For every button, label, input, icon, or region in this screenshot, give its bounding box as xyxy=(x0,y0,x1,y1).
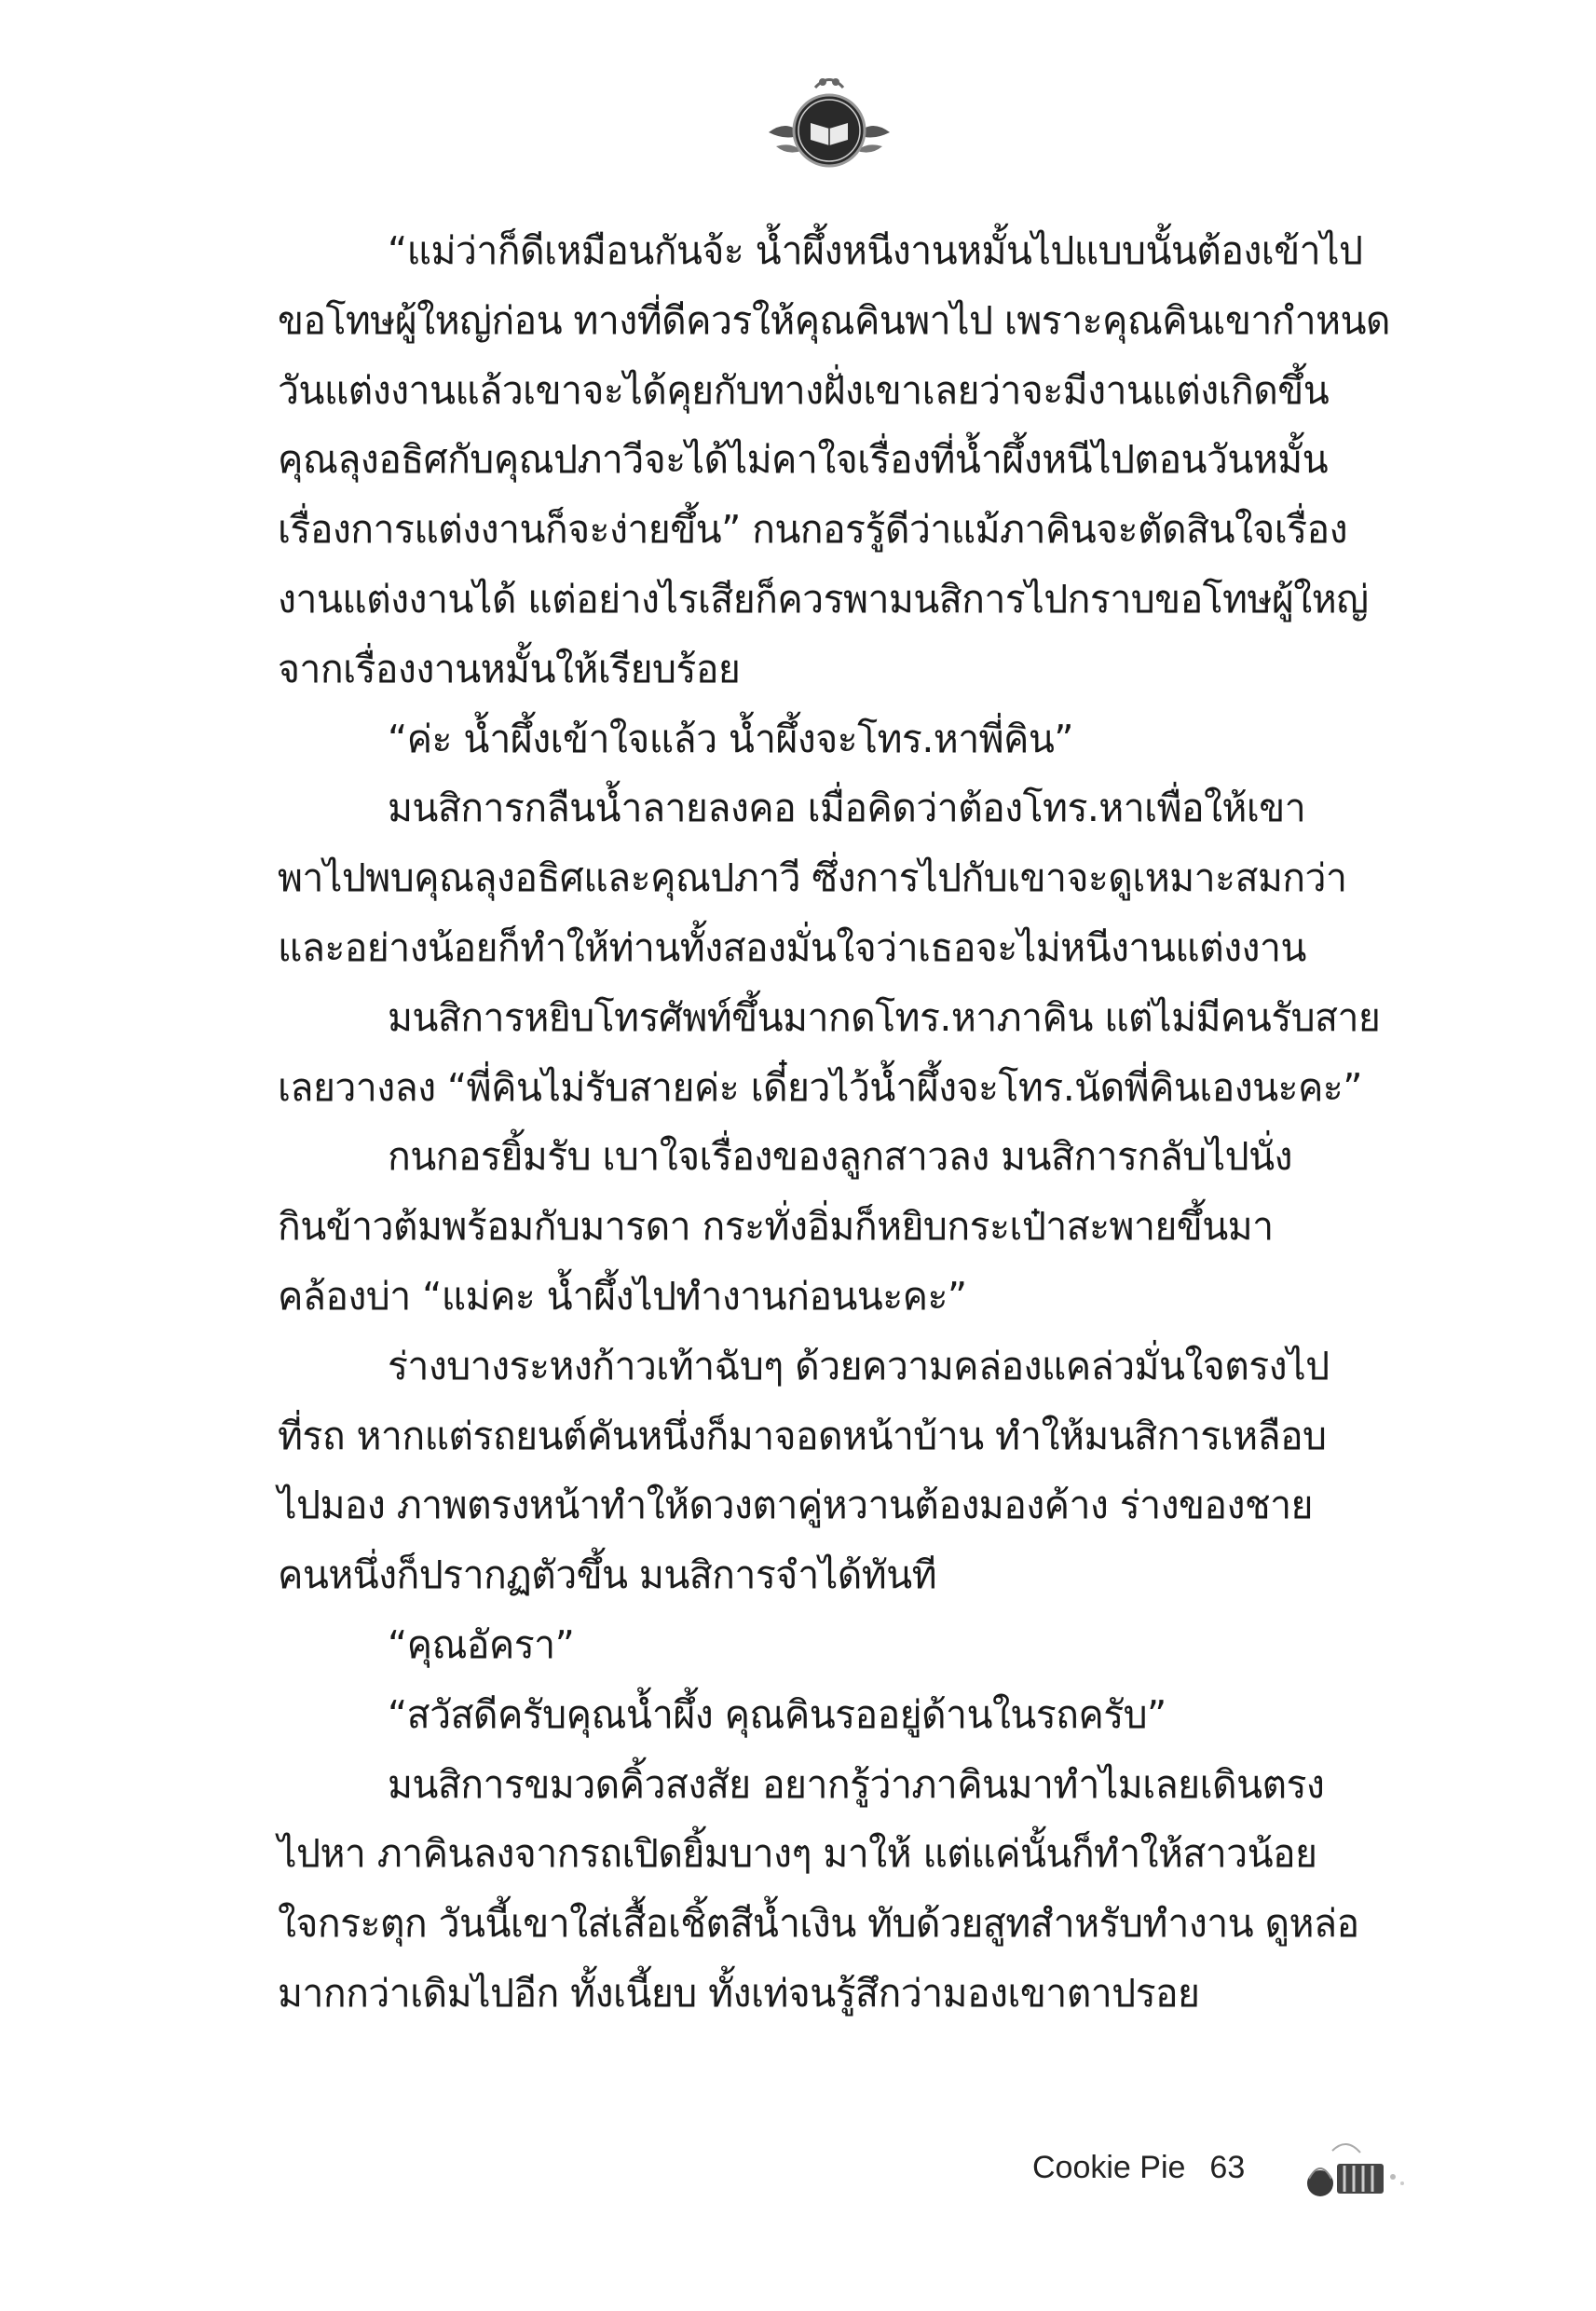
text-line: กินข้าวต้มพร้อมกับมารดา กระทั่งอิ่มก็หยิบกระเป๋าสะพายขึ้นมา xyxy=(278,1204,1274,1250)
text-line: มนสิการหยิบโทรศัพท์ขึ้นมากดโทร.หาภาคิน แต่ไม่มีคนรับสาย xyxy=(388,994,1381,1040)
text-line: ไปหา ภาคินลงจากรถเปิดยิ้มบางๆ มาให้ แต่แค่นั้นก็ทำให้สาวน้อย xyxy=(278,1831,1317,1877)
text-line: มนสิการขมวดคิ้วสงสัย อยากรู้ว่าภาคินมาทำไมเลยเดินตรง xyxy=(388,1761,1325,1807)
footer xyxy=(1032,2140,1245,2195)
footer-ornament-icon xyxy=(1300,2132,1421,2207)
text-line: วันแต่งงานแล้วเขาจะได้คุยกับทางฝั่งเขาเลยว่าจะมีงานแต่งเกิดขึ้น xyxy=(278,367,1330,413)
text-line: พาไปพบคุณลุงอธิศและคุณปภาวี ซึ่งการไปกับเขาจะดูเหมาะสมกว่า xyxy=(278,855,1347,901)
body-text xyxy=(278,216,1414,2029)
text-line: ไปมอง ภาพตรงหน้าทำให้ดวงตาคู่หวานต้องมองค้าง ร่างของชาย xyxy=(278,1483,1313,1528)
text-line: คุณลุงอธิศกับคุณปภาวีจะได้ไม่คาใจเรื่องที่น้ำผึ้งหนีไปตอนวันหมั้น xyxy=(278,437,1329,483)
text-line: เรื่องการแต่งงานก็จะง่ายขึ้น” กนกอรรู้ดีว่าแม้ภาคินจะตัดสินใจเรื่อง xyxy=(278,507,1347,553)
text-line: ที่รถ หากแต่รถยนต์คันหนึ่งก็มาจอดหน้าบ้าน ทำให้มนสิการเหลือบ xyxy=(278,1413,1327,1458)
text-line: “สวัสดีครับคุณน้ำผึ้ง คุณคินรออยู่ด้านในรถครับ” xyxy=(388,1691,1166,1737)
text-line: มากกว่าเดิมไปอีก ทั้งเนี้ยบ ทั้งเท่จนรู้สึกว่ามองเขาตาปรอย xyxy=(278,1970,1200,2016)
text-line: “แม่ว่าก็ดีเหมือนกันจ้ะ น้ำผึ้งหนีงานหมั้นไปแบบนั้นต้องเข้าไป xyxy=(388,228,1363,273)
text-line: กนกอรยิ้มรับ เบาใจเรื่องของลูกสาวลง มนสิการกลับไปนั่ง xyxy=(388,1134,1292,1180)
text-line: ใจกระตุก วันนี้เขาใส่เสื้อเชิ้ตสีน้ำเงิน ทับด้วยสูทสำหรับทำงาน ดูหล่อ xyxy=(278,1901,1359,1947)
text-line: จากเรื่องงานหมั้นให้เรียบร้อย xyxy=(278,646,741,691)
text-line: ร่างบางระหงก้าวเท้าฉับๆ ด้วยความคล่องแคล่วมั่นใจตรงไป xyxy=(388,1343,1330,1388)
text-line: เลยวางลง “พี่คินไม่รับสายค่ะ เดี๋ยวไว้น้ำผึ้งจะโทร.นัดพี่คินเองนะคะ” xyxy=(278,1064,1362,1110)
book-title: Cookie Pie xyxy=(1032,2149,1186,2185)
text-line: คล้องบ่า “แม่คะ น้ำผึ้งไปทำงานก่อนนะคะ” xyxy=(278,1273,967,1319)
text-line: และอย่างน้อยก็ทำให้ท่านทั้งสองมั่นใจว่าเธอจะไม่หนีงานแต่งงาน xyxy=(278,924,1306,970)
text-line: คนหนึ่งก็ปรากฏตัวขึ้น มนสิการจำได้ทันที xyxy=(278,1552,937,1598)
text-line: “คุณอัครา” xyxy=(388,1621,575,1667)
header-logo xyxy=(759,67,899,179)
text-line: “ค่ะ น้ำผึ้งเข้าใจแล้ว น้ำผึ้งจะโทร.หาพี่คิน” xyxy=(388,716,1073,761)
page-number: 63 xyxy=(1209,2149,1246,2185)
text-line: งานแต่งงานได้ แต่อย่างไรเสียก็ควรพามนสิการไปกราบขอโทษผู้ใหญ่ xyxy=(278,576,1369,622)
text-line: มนสิการกลืนน้ำลายลงคอ เมื่อคิดว่าต้องโทร.หาเพื่อให้เขา xyxy=(388,786,1306,831)
text-line: ขอโทษผู้ใหญ่ก่อน ทางที่ดีควรให้คุณคินพาไป เพราะคุณคินเขากำหนด xyxy=(278,297,1390,343)
